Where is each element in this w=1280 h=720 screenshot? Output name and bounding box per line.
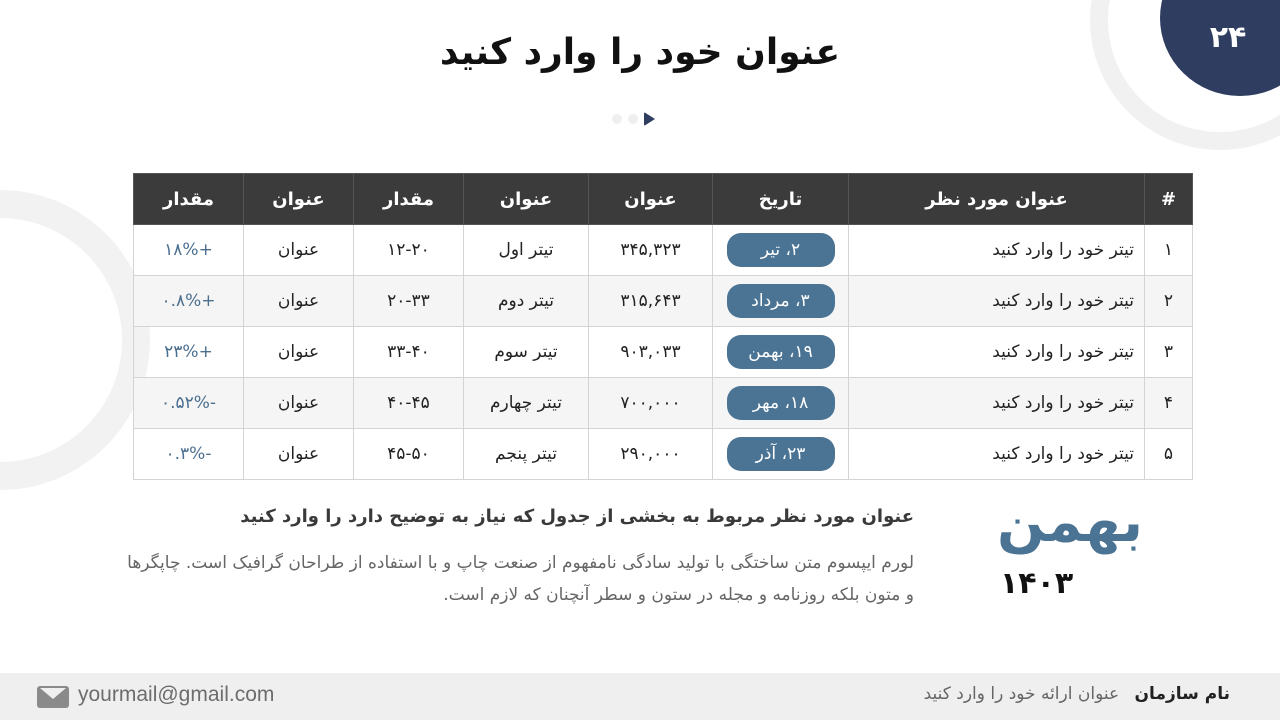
date-cell	[713, 276, 849, 327]
footer-text	[924, 684, 1230, 704]
row-subject: تیتر خود را وارد کنید	[849, 378, 1145, 429]
row-subject: تیتر خود را وارد کنید	[849, 276, 1145, 327]
table-header-row	[134, 174, 1193, 225]
item-cell: تیتر سوم	[464, 327, 589, 378]
table-row	[134, 327, 1193, 378]
column-header: #	[1145, 174, 1193, 225]
row-number: ۳	[1145, 327, 1193, 378]
range-cell: ۴۰-۴۵	[354, 378, 464, 429]
date-pill: ۱۹، بهمن	[727, 335, 835, 369]
date-pill: ۱۸، مهر	[727, 386, 835, 420]
column-header: عنوان مورد نظر	[849, 174, 1145, 225]
slide-indicator	[612, 113, 655, 125]
description-body: لورم ایپسوم متن ساختگی با تولید سادگی نامفهوم از صنعت چاپ و با استفاده از طراحان گرافیک است. چاپگرها و متون بلکه روزنامه و مجله در ستون و سطر آنچنان که لازم است.	[127, 553, 914, 605]
item-cell: تیتر دوم	[464, 276, 589, 327]
email-address: yourmail@gmail.com	[78, 683, 275, 706]
column-header: عنوان	[464, 174, 589, 225]
background-arc-left	[0, 190, 150, 490]
date-cell	[713, 429, 849, 480]
row-subject: تیتر خود را وارد کنید	[849, 327, 1145, 378]
indicator-dot	[628, 114, 638, 124]
column-header: عنوان	[244, 174, 354, 225]
month-name: بهمن	[997, 490, 1143, 555]
item-cell: تیتر پنجم	[464, 429, 589, 480]
table-row	[134, 378, 1193, 429]
range-cell: ۲۰-۳۳	[354, 276, 464, 327]
footer	[0, 673, 1280, 720]
label-cell: عنوان	[244, 429, 354, 480]
amount-cell: ۷۰۰,۰۰۰	[589, 378, 713, 429]
amount-cell: ۲۹۰,۰۰۰	[589, 429, 713, 480]
date-pill: ۲۳، آذر	[727, 437, 835, 471]
table-row	[134, 276, 1193, 327]
row-number: ۵	[1145, 429, 1193, 480]
label-cell: عنوان	[244, 225, 354, 276]
row-subject: تیتر خود را وارد کنید	[849, 429, 1145, 480]
row-number: ۴	[1145, 378, 1193, 429]
item-cell: تیتر چهارم	[464, 378, 589, 429]
page-number: ۲۴	[1209, 20, 1247, 55]
date-pill: ۳، مرداد	[727, 284, 835, 318]
range-cell: ۳۳-۴۰	[354, 327, 464, 378]
row-number: ۱	[1145, 225, 1193, 276]
mail-icon	[37, 686, 69, 708]
date-cell	[713, 225, 849, 276]
range-cell: ۴۵-۵۰	[354, 429, 464, 480]
change-cell: +۰.۸%	[134, 276, 244, 327]
date-pill: ۲، تیر	[727, 233, 835, 267]
label-cell: عنوان	[244, 276, 354, 327]
change-cell: -۰.۵۲%	[134, 378, 244, 429]
label-cell: عنوان	[244, 378, 354, 429]
change-cell: -۰.۳%	[134, 429, 244, 480]
column-header: عنوان	[589, 174, 713, 225]
row-subject: تیتر خود را وارد کنید	[849, 225, 1145, 276]
slide-title: عنوان خود را وارد کنید	[439, 32, 841, 73]
amount-cell: ۳۴۵,۳۲۳	[589, 225, 713, 276]
row-number: ۲	[1145, 276, 1193, 327]
change-cell: +۲۳%	[134, 327, 244, 378]
date-cell	[713, 378, 849, 429]
item-cell: تیتر اول	[464, 225, 589, 276]
label-cell: عنوان	[244, 327, 354, 378]
column-header: مقدار	[134, 174, 244, 225]
table-row	[134, 429, 1193, 480]
amount-cell: ۳۱۵,۶۴۳	[589, 276, 713, 327]
table-row	[134, 225, 1193, 276]
column-header: تاریخ	[713, 174, 849, 225]
description-heading: عنوان مورد نظر مربوط به بخشی از جدول که نیاز به توضیح دارد را وارد کنید	[240, 506, 914, 527]
column-header: مقدار	[354, 174, 464, 225]
indicator-dot	[612, 114, 622, 124]
indicator-arrow-icon	[644, 112, 655, 126]
presentation-title: عنوان ارائه خود را وارد کنید	[923, 684, 1120, 704]
data-table	[133, 173, 1193, 480]
range-cell: ۱۲-۲۰	[354, 225, 464, 276]
change-cell: +۱۸%	[134, 225, 244, 276]
amount-cell: ۹۰۳,۰۳۳	[589, 327, 713, 378]
date-cell	[713, 327, 849, 378]
organization-name: نام سازمان	[1134, 684, 1230, 704]
year: ۱۴۰۳	[1000, 566, 1074, 601]
